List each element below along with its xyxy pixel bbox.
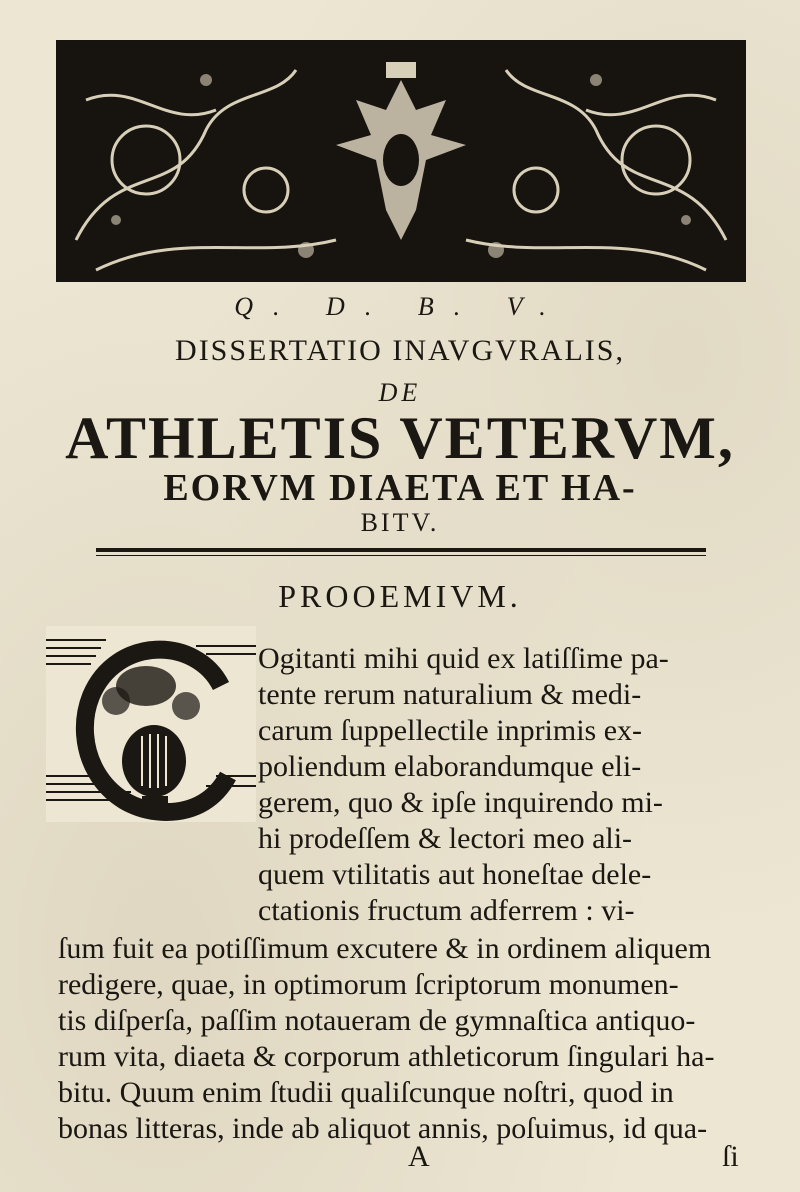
sigla-qdbv: Q. D. B. V. xyxy=(234,292,566,321)
subtitle-line-2: BITV. xyxy=(360,508,440,537)
catchword: ſi xyxy=(722,1140,739,1173)
subtitle-line-1: EORVM DIAETA ET HA- xyxy=(163,467,637,509)
body-line-6: hi prodeſſem & lectori meo ali- xyxy=(258,822,633,855)
dissertation-label: DISSERTATIO INAVGVRALIS, xyxy=(175,334,625,367)
body-line-14: bonas litteras, inde ab aliquot annis, poſuimus, id qua- xyxy=(58,1112,708,1145)
body-line-1: Ogitanti mihi quid ex latiſſime pa- xyxy=(258,642,669,675)
headpiece-ornament xyxy=(56,40,746,282)
body-line-11: tis diſperſa, paſſim notaueram de gymnaſtica antiquo- xyxy=(58,1004,696,1037)
signature-mark: A xyxy=(408,1140,430,1173)
body-line-13: bitu. Quum enim ſtudii qualiſcunque noſtri, quod in xyxy=(58,1076,674,1109)
section-title: PROOEMIVM. xyxy=(278,578,522,614)
body-line-12: rum vita, diaeta & corporum athleticorum ſingulari ha- xyxy=(58,1040,715,1073)
divider-rule-thin xyxy=(96,555,706,556)
body-line-4: poliendum elaborandumque eli- xyxy=(258,750,642,783)
page-title: ATHLETIS VETERVM, xyxy=(65,405,735,471)
body-line-5: gerem, quo & ipſe inquirendo mi- xyxy=(258,786,663,819)
de-label: DE xyxy=(378,378,422,407)
divider-rule xyxy=(96,548,706,552)
body-line-3: carum ſuppellectile inprimis ex- xyxy=(258,714,643,747)
body-line-2: tente rerum naturalium & medi- xyxy=(258,678,642,711)
body-line-7: quem vtilitatis aut honeſtae dele- xyxy=(258,858,652,891)
decorated-initial-icon xyxy=(46,626,256,822)
body-line-10: redigere, quae, in optimorum ſcriptorum monumen- xyxy=(58,968,679,1001)
body-line-8: ctationis fructum adferrem : vi- xyxy=(258,894,635,927)
body-line-9: ſum fuit ea potiſſimum excutere & in ordinem aliquem xyxy=(58,932,712,965)
